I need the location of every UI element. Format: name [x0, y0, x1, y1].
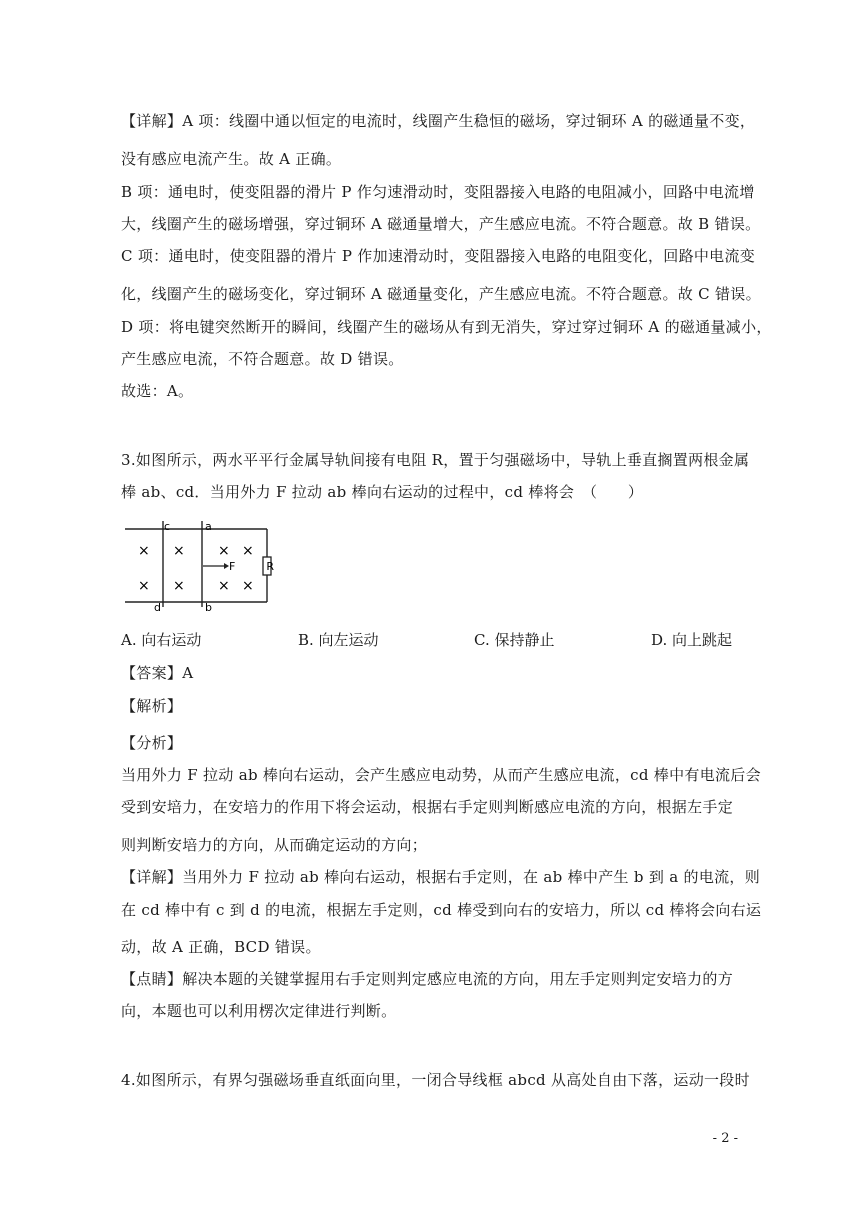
fenxi-line-1: 当用外力 F 拉动 ab 棒向右运动，会产生感应电动势，从而产生感应电流，cd 棒中有电流后会: [121, 766, 761, 784]
paragraph-choice: 故选：A。: [121, 382, 194, 400]
label-a: a: [205, 520, 212, 533]
analysis-heading: 【解析】: [121, 697, 183, 715]
answer-label: 【答案】A: [121, 664, 194, 682]
fenxi-line-3: 则判断安培力的方向，从而确定运动的方向；: [121, 836, 428, 854]
paragraph-option-b-cont: 大，线圈产生的磁场增强，穿过铜环 A 磁通量增大，产生感应电流。不符合题意。故 B 错误。: [121, 215, 761, 233]
field-cross-icon: ×: [138, 543, 150, 559]
paragraph-option-d: D 项：将电键突然断开的瞬间，线圈产生的磁场从有到无消失，穿过穿过铜环 A 的磁通量减小，: [121, 318, 772, 336]
page-number: - 2 -: [712, 1131, 738, 1146]
field-cross-icon: ×: [173, 578, 185, 594]
field-cross-icon: ×: [138, 578, 150, 594]
fenxi-line-2: 受到安培力，在安培力的作用下将会运动，根据右手定则判断感应电流的方向，根据左手定: [121, 798, 734, 816]
label-c: c: [164, 520, 171, 533]
question-3-stem: 3.如图所示，两水平平行金属导轨间接有电阻 R，置于匀强磁场中，导轨上垂直搁置两根金属: [121, 451, 750, 469]
question-4-stem: 4.如图所示，有界匀强磁场垂直纸面向里，一闭合导线框 abcd 从高处自由下落，运动一段时: [121, 1071, 750, 1089]
paragraph-option-d-cont: 产生感应电流，不符合题意。故 D 错误。: [121, 350, 404, 368]
paragraph-detail-a: 【详解】A 项：线圈中通以恒定的电流时，线圈产生稳恒的磁场，穿过铜环 A 的磁通量不变，: [121, 112, 756, 130]
option-d: D. 向上跳起: [651, 631, 733, 649]
option-a: A. 向右运动: [121, 631, 202, 649]
dianjing-line-2: 向，本题也可以利用楞次定律进行判断。: [121, 1002, 397, 1020]
paragraph-detail-a-cont: 没有感应电流产生。故 A 正确。: [121, 150, 342, 168]
detail-line-3: 动，故 A 正确，BCD 错误。: [121, 938, 321, 956]
field-cross-icon: ×: [218, 578, 230, 594]
fenxi-heading: 【分析】: [121, 734, 183, 752]
label-b: b: [205, 601, 212, 614]
rails-circuit-figure: [121, 519, 274, 614]
detail-line-2: 在 cd 棒中有 c 到 d 的电流，根据左手定则，cd 棒受到向右的安培力，所以 cd 棒将会向右运: [121, 901, 762, 919]
detail-line-1: 【详解】当用外力 F 拉动 ab 棒向右运动，根据右手定则，在 ab 棒中产生 b 到 a 的电流，则: [121, 868, 761, 886]
question-3-stem-cont: 棒 ab、cd．当用外力 F 拉动 ab 棒向右运动的过程中，cd 棒将会 （ ）: [121, 483, 644, 501]
paragraph-option-b: B 项：通电时，使变阻器的滑片 P 作匀速滑动时，变阻器接入电路的电阻减小，回路中电流增: [121, 183, 755, 201]
paragraph-option-c-cont: 化，线圈产生的磁场变化，穿过铜环 A 磁通量变化，产生感应电流。不符合题意。故 C 错误。: [121, 285, 761, 303]
label-R: R: [266, 560, 274, 573]
label-F: F: [229, 560, 236, 573]
field-cross-icon: ×: [218, 543, 230, 559]
label-d: d: [154, 601, 161, 614]
field-cross-icon: ×: [173, 543, 185, 559]
field-cross-icon: ×: [242, 578, 254, 594]
paragraph-option-c: C 项：通电时，使变阻器的滑片 P 作加速滑动时，变阻器接入电路的电阻变化，回路中电流变: [121, 247, 756, 265]
dianjing-line-1: 【点睛】解决本题的关键掌握用右手定则判定感应电流的方向，用左手定则判定安培力的方: [121, 970, 734, 988]
field-cross-icon: ×: [242, 543, 254, 559]
option-c: C. 保持静止: [474, 631, 555, 649]
option-b: B. 向左运动: [298, 631, 379, 649]
